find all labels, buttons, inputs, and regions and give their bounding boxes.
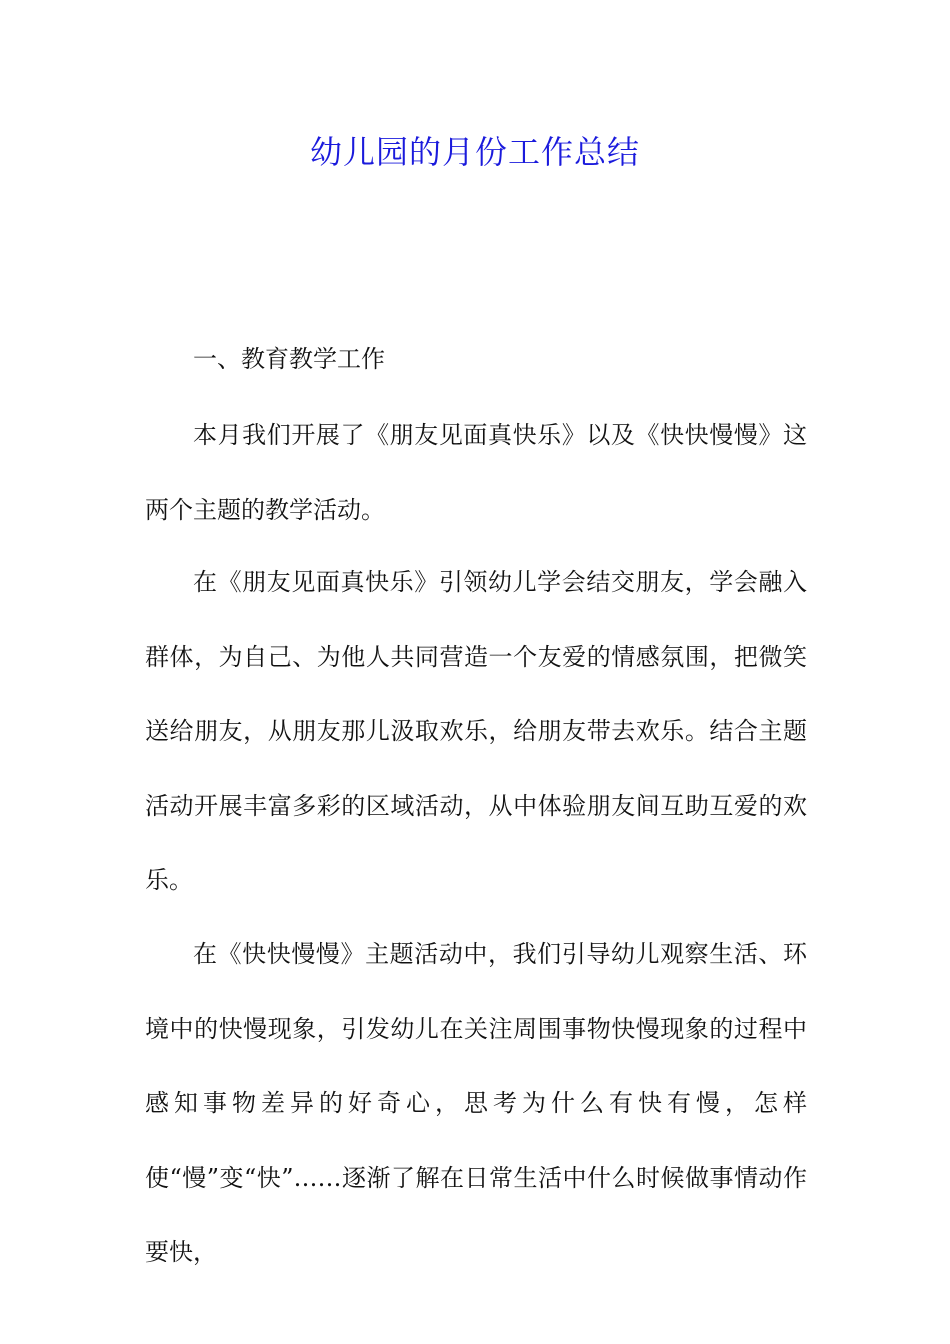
paragraph-2 <box>145 545 807 918</box>
paragraph-text: 本月我们开展了《朋友见面真快乐》以及《快快慢慢》这两个主题的教学活动。 <box>145 421 807 524</box>
paragraph-text: 在《快快慢慢》主题活动中，我们引导幼儿观察生活、环境中的快慢现象，引发幼儿在关注周围事物快慢现象的过程中感知事物差异的好奇心，思考为什么有快有慢，怎样使“慢”变“快”……逐渐了解在日常生活中什么时候做事情动作要快， <box>145 940 807 1266</box>
paragraph-text: 在《朋友见面真快乐》引领幼儿学会结交朋友，学会融入群体，为自己、为他人共同营造一个友爱的情感氛围，把微笑送给朋友，从朋友那儿汲取欢乐，给朋友带去欢乐。结合主题活动开展丰富多彩的区域活动，从中体验朋友间互助互爱的欢乐。 <box>145 568 807 894</box>
paragraph-1 <box>145 398 807 547</box>
section-heading-education: 一、教育教学工作 <box>193 345 385 373</box>
document-title: 幼儿园的月份工作总结 <box>309 133 640 171</box>
paragraph-3 <box>145 917 807 1290</box>
